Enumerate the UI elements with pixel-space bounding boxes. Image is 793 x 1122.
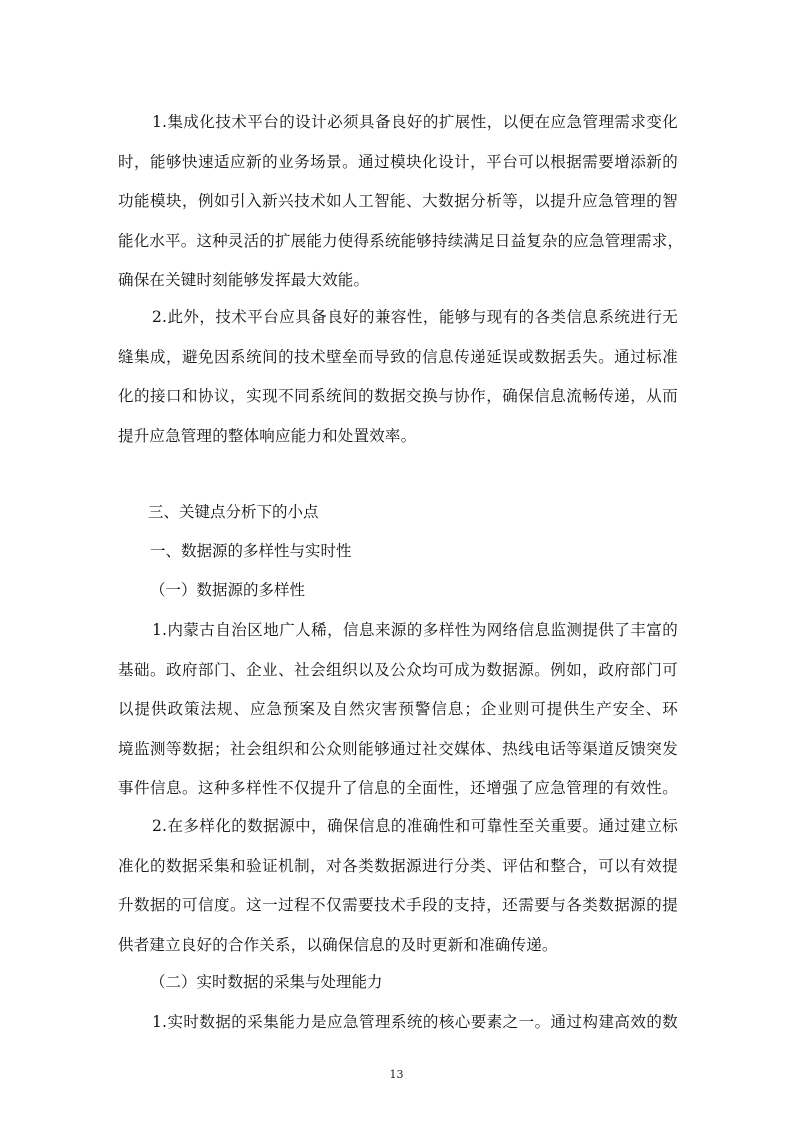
text-line: 提升应急管理的整体响应能力和处置效率。: [118, 427, 417, 445]
text-line: 升数据的可信度。这一过程不仅需要技术手段的支持，还需要与各类数据源的提: [118, 896, 678, 914]
text-line: 基础。政府部门、企业、社会组织以及公众均可成为数据源。例如，政府部门可: [118, 661, 678, 679]
text-line: 境监测等数据；社会组织和公众则能够通过社交媒体、热线电话等渠道反馈突发: [118, 740, 678, 758]
text-line: 供者建立良好的合作关系，以确保信息的及时更新和准确传递。: [118, 936, 558, 954]
item-heading: （二）实时数据的采集与处理能力: [150, 973, 383, 991]
text-line: 2.此外，技术平台应具备良好的兼容性，能够与现有的各类信息系统进行无: [152, 308, 678, 326]
text-line: 1.集成化技术平台的设计必须具备良好的扩展性，以便在应急管理需求变化: [152, 113, 678, 131]
text-line: 能化水平。这种灵活的扩展能力使得系统能够持续满足日益复杂的应急管理需求，: [118, 232, 684, 250]
text-line: 准化的数据采集和验证机制，对各类数据源进行分类、评估和整合，可以有效提: [118, 857, 678, 875]
text-line: 1.实时数据的采集能力是应急管理系统的核心要素之一。通过构建高效的数: [152, 1013, 678, 1031]
text-line: 以提供政策法规、应急预案及自然灾害预警信息；企业则可提供生产安全、环: [118, 700, 678, 718]
text-line: 事件信息。这种多样性不仅提升了信息的全面性，还增强了应急管理的有效性。: [118, 779, 678, 797]
section-heading: 三、关键点分析下的小点: [148, 503, 319, 521]
text-line: 化的接口和协议，实现不同系统间的数据交换与协作，确保信息流畅传递，从而: [118, 387, 678, 405]
text-line: 2.在多样化的数据源中，确保信息的准确性和可靠性至关重要。通过建立标: [152, 817, 678, 835]
text-line: 确保在关键时刻能够发挥最大效能。: [118, 271, 370, 289]
item-heading: （一）数据源的多样性: [150, 581, 306, 599]
subsection-heading: 一、数据源的多样性与实时性: [150, 542, 352, 560]
text-line: 1.内蒙古自治区地广人稀，信息来源的多样性为网络信息监测提供了丰富的: [152, 621, 678, 639]
text-line: 功能模块，例如引入新兴技术如人工智能、大数据分析等，以提升应急管理的智: [118, 192, 678, 210]
text-line: 时，能够快速适应新的业务场景。通过模块化设计，平台可以根据需要增添新的: [118, 153, 678, 171]
text-line: 缝集成，避免因系统间的技术壁垒而导致的信息传递延误或数据丢失。通过标准: [118, 348, 678, 366]
page-number: 13: [389, 1068, 404, 1081]
